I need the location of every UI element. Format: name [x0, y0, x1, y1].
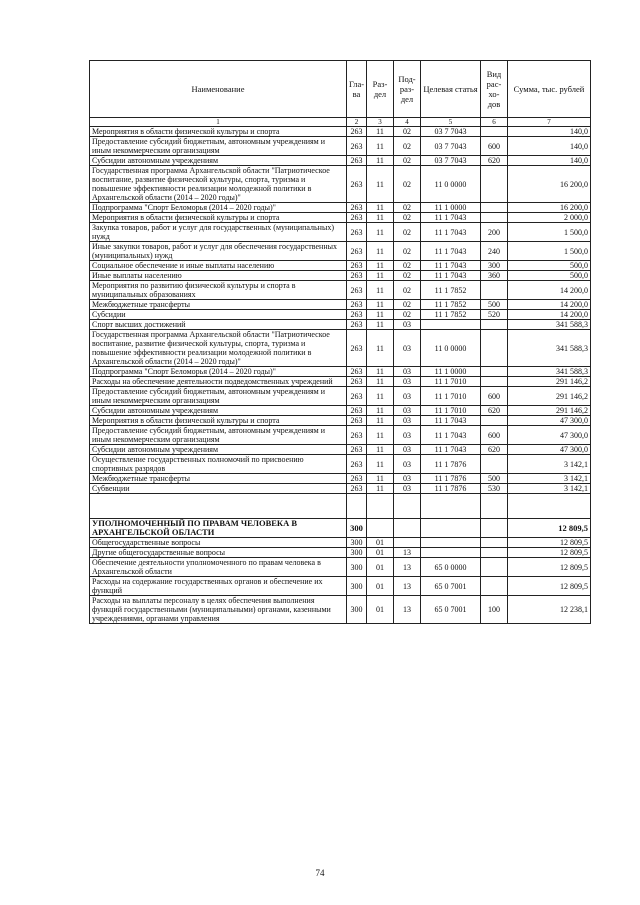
row-glava: 300: [347, 548, 367, 558]
table-row: [90, 367, 591, 377]
row-sum: 341 588,3: [508, 330, 591, 367]
row-podrazdel: 02: [394, 156, 421, 166]
header-name: Наименование: [90, 61, 347, 118]
row-name: Другие общегосударственные вопросы: [90, 548, 347, 558]
row-name: УПОЛНОМОЧЕННЫЙ ПО ПРАВАМ ЧЕЛОВЕКА В АРХАНГЕЛЬСКОЙ ОБЛАСТИ: [90, 519, 347, 538]
table-row: [90, 416, 591, 426]
row-podrazdel: 03: [394, 455, 421, 474]
row-glava: 263: [347, 455, 367, 474]
row-razdel: 11: [367, 320, 394, 330]
table-row: [90, 281, 591, 300]
table-row: [90, 474, 591, 484]
row-razdel: 01: [367, 548, 394, 558]
row-sum: 12 809,5: [508, 548, 591, 558]
row-podrazdel: 13: [394, 558, 421, 577]
table-row: [90, 300, 591, 310]
row-razdel: 11: [367, 367, 394, 377]
major-section-row: [90, 519, 591, 538]
table-body-ombudsman: [90, 538, 591, 624]
row-glava: 263: [347, 242, 367, 261]
row-name: Подпрограмма "Спорт Беломорья (2014 – 2020 годы)": [90, 367, 347, 377]
row-name: Предоставление субсидий бюджетным, автономным учреждениям и иным некоммерческим организациям: [90, 387, 347, 406]
row-vid: 300: [481, 261, 508, 271]
row-podrazdel: [394, 519, 421, 538]
row-razdel: 11: [367, 455, 394, 474]
row-name: Мероприятия в области физической культуры и спорта: [90, 127, 347, 137]
row-sum: 47 300,0: [508, 426, 591, 445]
row-podrazdel: 03: [394, 474, 421, 484]
row-glava: 263: [347, 377, 367, 387]
row-podrazdel: 02: [394, 261, 421, 271]
row-vid: 360: [481, 271, 508, 281]
row-vid: [481, 320, 508, 330]
row-podrazdel: 03: [394, 484, 421, 494]
row-vid: 620: [481, 406, 508, 416]
row-vid: 600: [481, 137, 508, 156]
row-podrazdel: 02: [394, 271, 421, 281]
row-vid: [481, 377, 508, 387]
row-sum: 12 238,1: [508, 596, 591, 624]
row-razdel: 11: [367, 223, 394, 242]
row-sum: 16 200,0: [508, 166, 591, 203]
row-razdel: 11: [367, 484, 394, 494]
row-vid: 100: [481, 596, 508, 624]
row-podrazdel: 02: [394, 166, 421, 203]
row-podrazdel: 03: [394, 445, 421, 455]
row-glava: 300: [347, 577, 367, 596]
row-sum: 341 588,3: [508, 367, 591, 377]
row-podrazdel: 03: [394, 320, 421, 330]
row-glava: 263: [347, 367, 367, 377]
row-target: [421, 519, 481, 538]
row-glava: 263: [347, 387, 367, 406]
row-sum: 2 000,0: [508, 213, 591, 223]
row-sum: 1 500,0: [508, 223, 591, 242]
row-target: 11 1 7043: [421, 416, 481, 426]
row-name: Расходы на обеспечение деятельности подведомственных учреждений: [90, 377, 347, 387]
row-name: Мероприятия в области физической культуры и спорта: [90, 416, 347, 426]
table-row: [90, 203, 591, 213]
row-target: 11 1 7043: [421, 261, 481, 271]
row-name: Иные выплаты населению: [90, 271, 347, 281]
row-target: 11 1 7010: [421, 377, 481, 387]
row-target: 11 1 7852: [421, 281, 481, 300]
table-header-row: [90, 61, 591, 118]
row-vid: [481, 166, 508, 203]
row-target: 11 0 0000: [421, 166, 481, 203]
table-row: [90, 223, 591, 242]
row-glava: 263: [347, 271, 367, 281]
row-glava: 263: [347, 406, 367, 416]
row-razdel: 11: [367, 300, 394, 310]
row-podrazdel: [394, 538, 421, 548]
table-row: [90, 558, 591, 577]
row-name: Иные закупки товаров, работ и услуг для обеспечения государственных (муниципальных) нужд: [90, 242, 347, 261]
row-vid: [481, 548, 508, 558]
column-number: 5: [421, 118, 481, 127]
table-row: [90, 271, 591, 281]
row-glava: 263: [347, 300, 367, 310]
row-podrazdel: 13: [394, 548, 421, 558]
row-podrazdel: 02: [394, 281, 421, 300]
row-podrazdel: 02: [394, 310, 421, 320]
header-razdel: Раз-дел: [367, 61, 394, 118]
row-razdel: 11: [367, 213, 394, 223]
table-row: [90, 242, 591, 261]
row-vid: [481, 558, 508, 577]
row-sum: 3 142,1: [508, 474, 591, 484]
row-name: Субвенции: [90, 484, 347, 494]
column-number: 7: [508, 118, 591, 127]
column-number: 2: [347, 118, 367, 127]
row-vid: 500: [481, 300, 508, 310]
row-name: Предоставление субсидий бюджетным, автономным учреждениям и иным некоммерческим организациям: [90, 426, 347, 445]
row-sum: 341 588,3: [508, 320, 591, 330]
row-sum: 12 809,5: [508, 519, 591, 538]
row-name: Подпрограмма "Спорт Беломорья (2014 – 2020 годы)": [90, 203, 347, 213]
column-number: 4: [394, 118, 421, 127]
row-name: Межбюджетные трансферты: [90, 474, 347, 484]
table-row: [90, 387, 591, 406]
row-vid: [481, 416, 508, 426]
table-row: [90, 577, 591, 596]
row-glava: 300: [347, 558, 367, 577]
row-target: 11 1 0000: [421, 367, 481, 377]
row-sum: 16 200,0: [508, 203, 591, 213]
row-sum: 14 200,0: [508, 300, 591, 310]
row-razdel: 01: [367, 538, 394, 548]
row-vid: 520: [481, 310, 508, 320]
row-razdel: 11: [367, 445, 394, 455]
row-podrazdel: 03: [394, 367, 421, 377]
row-vid: 600: [481, 426, 508, 445]
row-vid: [481, 203, 508, 213]
row-razdel: 11: [367, 310, 394, 320]
column-number-row: [90, 118, 591, 127]
table-row: [90, 445, 591, 455]
row-vid: [481, 281, 508, 300]
row-glava: 263: [347, 445, 367, 455]
row-sum: 1 500,0: [508, 242, 591, 261]
row-sum: 3 142,1: [508, 455, 591, 474]
row-name: Расходы на выплаты персоналу в целях обеспечения выполнения функций государственными (муниципальными) органами, казенными учреждениями, органами управления: [90, 596, 347, 624]
row-glava: 263: [347, 156, 367, 166]
row-razdel: 11: [367, 271, 394, 281]
row-name: Субсидии автономным учреждениям: [90, 406, 347, 416]
row-glava: 263: [347, 137, 367, 156]
row-name: Субсидии автономным учреждениям: [90, 156, 347, 166]
row-target: 11 1 7852: [421, 310, 481, 320]
table-row: [90, 455, 591, 474]
row-sum: 12 809,5: [508, 558, 591, 577]
row-target: 11 1 7876: [421, 474, 481, 484]
row-razdel: 11: [367, 330, 394, 367]
row-target: 11 1 7043: [421, 445, 481, 455]
row-name: Социальное обеспечение и иные выплаты населению: [90, 261, 347, 271]
row-sum: 47 300,0: [508, 445, 591, 455]
row-razdel: 11: [367, 242, 394, 261]
row-name: Спорт высших достижений: [90, 320, 347, 330]
row-sum: 47 300,0: [508, 416, 591, 426]
row-vid: 600: [481, 387, 508, 406]
row-vid: [481, 330, 508, 367]
row-sum: 140,0: [508, 127, 591, 137]
row-glava: 263: [347, 203, 367, 213]
page-number: 74: [315, 868, 325, 878]
row-razdel: 11: [367, 387, 394, 406]
row-razdel: 01: [367, 577, 394, 596]
table-row: [90, 426, 591, 445]
header-podrazdel: Под-раз-дел: [394, 61, 421, 118]
table-row: [90, 137, 591, 156]
row-target: 11 1 7010: [421, 406, 481, 416]
row-target: 03 7 7043: [421, 137, 481, 156]
row-vid: 620: [481, 445, 508, 455]
row-podrazdel: 03: [394, 377, 421, 387]
row-podrazdel: 13: [394, 577, 421, 596]
table-row: [90, 320, 591, 330]
row-podrazdel: 03: [394, 416, 421, 426]
row-podrazdel: 03: [394, 330, 421, 367]
row-razdel: 11: [367, 261, 394, 271]
row-glava: 263: [347, 484, 367, 494]
row-target: 03 7 7043: [421, 156, 481, 166]
row-glava: 300: [347, 596, 367, 624]
row-glava: 263: [347, 320, 367, 330]
row-target: 65 0 7001: [421, 577, 481, 596]
row-podrazdel: 02: [394, 127, 421, 137]
row-sum: 291 146,2: [508, 377, 591, 387]
row-target: [421, 320, 481, 330]
row-sum: 3 142,1: [508, 484, 591, 494]
row-razdel: 11: [367, 127, 394, 137]
table-row: [90, 548, 591, 558]
table-row: [90, 538, 591, 548]
row-glava: 263: [347, 416, 367, 426]
row-glava: 300: [347, 519, 367, 538]
row-target: 03 7 7043: [421, 127, 481, 137]
header-target: Целевая статья: [421, 61, 481, 118]
table-row: [90, 156, 591, 166]
row-glava: 263: [347, 281, 367, 300]
row-target: 11 1 7043: [421, 213, 481, 223]
row-name: Мероприятия по развитию физической культуры и спорта в муниципальных образованиях: [90, 281, 347, 300]
row-sum: 140,0: [508, 156, 591, 166]
row-name: Закупка товаров, работ и услуг для государственных (муниципальных) нужд: [90, 223, 347, 242]
row-vid: [481, 519, 508, 538]
row-name: Предоставление субсидий бюджетным, автономным учреждениям и иным некоммерческим организациям: [90, 137, 347, 156]
row-podrazdel: 03: [394, 426, 421, 445]
row-vid: [481, 538, 508, 548]
row-glava: 300: [347, 538, 367, 548]
table-body-major-section: [90, 519, 591, 538]
row-razdel: 11: [367, 377, 394, 387]
table-row: [90, 484, 591, 494]
row-glava: 263: [347, 310, 367, 320]
row-razdel: 11: [367, 166, 394, 203]
budget-table: [89, 60, 591, 624]
row-vid: [481, 455, 508, 474]
row-target: 11 0 0000: [421, 330, 481, 367]
row-vid: 240: [481, 242, 508, 261]
row-name: Государственная программа Архангельской области "Патриотическое воспитание, развитие физической культуры, спорта, туризма и повышение эффективности реализации молодежной политики в Архангельской области (2014 – 2020 годы)": [90, 166, 347, 203]
table-row: [90, 213, 591, 223]
table-row: [90, 127, 591, 137]
row-sum: 12 809,5: [508, 577, 591, 596]
row-razdel: 11: [367, 156, 394, 166]
row-name: Мероприятия в области физической культуры и спорта: [90, 213, 347, 223]
row-podrazdel: 02: [394, 242, 421, 261]
column-number: 1: [90, 118, 347, 127]
row-target: 65 0 7001: [421, 596, 481, 624]
row-sum: 14 200,0: [508, 281, 591, 300]
row-name: Субсидии: [90, 310, 347, 320]
row-podrazdel: 02: [394, 137, 421, 156]
row-sum: 12 809,5: [508, 538, 591, 548]
row-razdel: [367, 519, 394, 538]
row-sum: 291 146,2: [508, 406, 591, 416]
row-glava: 263: [347, 261, 367, 271]
header-glava: Гла-ва: [347, 61, 367, 118]
row-glava: 263: [347, 127, 367, 137]
table-row: [90, 310, 591, 320]
row-name: Обеспечение деятельности уполномоченного по правам человека в Архангельской области: [90, 558, 347, 577]
row-vid: [481, 577, 508, 596]
row-podrazdel: 03: [394, 406, 421, 416]
row-glava: 263: [347, 426, 367, 445]
table-spacer: [90, 494, 591, 519]
row-razdel: 11: [367, 406, 394, 416]
row-name: Осуществление государственных полномочий по присвоению спортивных разрядов: [90, 455, 347, 474]
row-sum: 140,0: [508, 137, 591, 156]
table-body-sport: [90, 127, 591, 494]
row-razdel: 11: [367, 203, 394, 213]
row-sum: 14 200,0: [508, 310, 591, 320]
table-row: [90, 377, 591, 387]
row-name: Расходы на содержание государственных органов и обеспечение их функций: [90, 577, 347, 596]
row-vid: 200: [481, 223, 508, 242]
row-razdel: 11: [367, 281, 394, 300]
row-podrazdel: 02: [394, 300, 421, 310]
row-podrazdel: 13: [394, 596, 421, 624]
row-name: Государственная программа Архангельской области "Патриотическое воспитание, развитие физической культуры, спорта, туризма и повышение эффективности реализации молодежной политики в Архангельской области (2014 – 2020 годы)": [90, 330, 347, 367]
row-razdel: 01: [367, 558, 394, 577]
table-row: [90, 330, 591, 367]
row-target: [421, 538, 481, 548]
column-number: 6: [481, 118, 508, 127]
row-glava: 263: [347, 474, 367, 484]
row-target: 11 1 7043: [421, 242, 481, 261]
row-sum: 291 146,2: [508, 387, 591, 406]
row-target: 11 1 7043: [421, 223, 481, 242]
row-target: 11 1 7043: [421, 426, 481, 445]
row-target: [421, 548, 481, 558]
row-vid: [481, 367, 508, 377]
table-row: [90, 261, 591, 271]
row-sum: 500,0: [508, 261, 591, 271]
row-target: 11 1 7010: [421, 387, 481, 406]
row-glava: 263: [347, 223, 367, 242]
row-vid: [481, 213, 508, 223]
row-name: Общегосударственные вопросы: [90, 538, 347, 548]
row-glava: 263: [347, 330, 367, 367]
header-vid: Вид рас-хо-дов: [481, 61, 508, 118]
row-target: 11 1 7043: [421, 271, 481, 281]
row-podrazdel: 02: [394, 223, 421, 242]
row-target: 65 0 0000: [421, 558, 481, 577]
column-number: 3: [367, 118, 394, 127]
row-glava: 263: [347, 166, 367, 203]
row-vid: 500: [481, 474, 508, 484]
header-sum: Сумма, тыс. рублей: [508, 61, 591, 118]
row-vid: 620: [481, 156, 508, 166]
row-podrazdel: 02: [394, 213, 421, 223]
row-razdel: 11: [367, 416, 394, 426]
row-target: 11 1 7876: [421, 455, 481, 474]
table-row: [90, 166, 591, 203]
row-vid: [481, 127, 508, 137]
row-name: Межбюджетные трансферты: [90, 300, 347, 310]
row-razdel: 11: [367, 137, 394, 156]
row-target: 11 1 0000: [421, 203, 481, 213]
row-glava: 263: [347, 213, 367, 223]
row-name: Субсидии автономным учреждениям: [90, 445, 347, 455]
row-razdel: 01: [367, 596, 394, 624]
table-row: [90, 406, 591, 416]
row-podrazdel: 02: [394, 203, 421, 213]
row-target: 11 1 7852: [421, 300, 481, 310]
spacer-row: [90, 494, 591, 519]
row-razdel: 11: [367, 426, 394, 445]
row-podrazdel: 03: [394, 387, 421, 406]
row-target: 11 1 7876: [421, 484, 481, 494]
row-vid: 530: [481, 484, 508, 494]
row-sum: 500,0: [508, 271, 591, 281]
table-row: [90, 596, 591, 624]
row-razdel: 11: [367, 474, 394, 484]
